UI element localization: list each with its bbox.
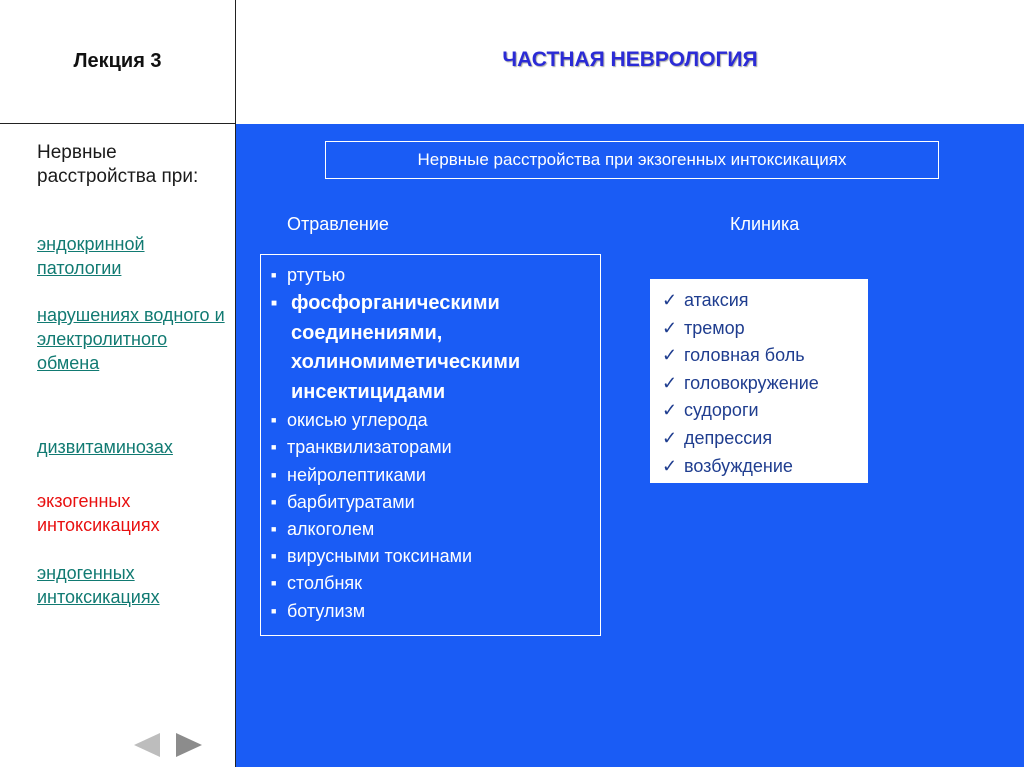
clinic-item-text: судороги xyxy=(684,400,759,421)
poisoning-item xyxy=(271,598,596,625)
lecture-label: Лекция 3 xyxy=(73,50,162,72)
content-area xyxy=(236,124,1024,767)
square-bullet-icon: ■ xyxy=(271,469,277,480)
poisoning-item xyxy=(271,407,596,434)
clinic-item xyxy=(662,397,868,425)
sidebar xyxy=(0,124,236,767)
clinic-item-text: головокружение xyxy=(684,372,819,393)
clinic-item xyxy=(662,287,868,315)
sidebar-link-dysvitaminosis[interactable]: дизвитаминозах xyxy=(37,437,173,457)
poisoning-item xyxy=(271,489,596,516)
slide-navigation xyxy=(133,732,203,758)
page-title: ЧАСТНАЯ НЕВРОЛОГИЯ xyxy=(502,48,758,71)
sidebar-link-water-electrolyte[interactable]: нарушениях водного и электролитного обмена xyxy=(37,305,225,373)
poisoning-item-text: вирусными токсинами xyxy=(287,546,473,567)
checkmark-icon: ✓ xyxy=(662,427,678,448)
checkmark-icon: ✓ xyxy=(662,400,678,421)
poisoning-item-text: нейролептиками xyxy=(287,464,426,485)
clinic-item xyxy=(662,315,868,343)
section-title: Нервные расстройства при экзогенных интоксикациях xyxy=(417,150,847,169)
square-bullet-icon: ■ xyxy=(271,442,277,453)
header-title-cell xyxy=(236,0,1024,124)
sidebar-heading: Нервные расстройства при: xyxy=(37,142,199,187)
checkmark-icon: ✓ xyxy=(662,317,678,338)
checkmark-icon: ✓ xyxy=(662,372,678,393)
square-bullet-icon: ■ xyxy=(271,298,278,310)
square-bullet-icon: ■ xyxy=(271,270,277,280)
square-bullet-icon: ■ xyxy=(271,415,277,426)
poisoning-item xyxy=(271,289,596,407)
prev-arrow-icon[interactable] xyxy=(133,732,161,758)
checkmark-icon: ✓ xyxy=(662,290,678,310)
clinic-item-text: тремор xyxy=(684,317,745,338)
clinic-heading: Клиника xyxy=(730,214,800,234)
square-bullet-icon: ■ xyxy=(271,496,277,507)
poisoning-item-text: окисью углерода xyxy=(287,410,428,431)
poisoning-item-text: ртутью xyxy=(287,265,346,285)
square-bullet-icon: ■ xyxy=(271,551,277,562)
checkmark-icon: ✓ xyxy=(662,455,678,476)
clinic-item xyxy=(662,370,868,398)
poisoning-item xyxy=(271,543,596,570)
clinic-item-text: возбуждение xyxy=(684,455,793,476)
poisoning-item xyxy=(271,462,596,489)
poisoning-item xyxy=(271,570,596,597)
square-bullet-icon: ■ xyxy=(271,578,277,589)
poisoning-list xyxy=(260,254,601,636)
clinic-item xyxy=(662,453,868,481)
clinic-list xyxy=(650,279,868,483)
clinic-item-text: атаксия xyxy=(684,290,749,310)
clinic-item-text: депрессия xyxy=(684,427,773,448)
sidebar-link-exogenous[interactable]: экзогенных интоксикациях xyxy=(37,491,160,535)
square-bullet-icon: ■ xyxy=(271,524,277,535)
square-bullet-icon: ■ xyxy=(271,605,277,616)
poisoning-item-text: столбняк xyxy=(287,573,363,594)
poisoning-item-text: барбитуратами xyxy=(287,491,415,512)
poisoning-item-text: ботулизм xyxy=(287,600,366,621)
section-title-box xyxy=(325,141,939,179)
poisoning-item xyxy=(271,434,596,461)
poisoning-heading: Отравление xyxy=(287,214,389,234)
poisoning-item-text: фосфорганическими соединениями, холиномиметическими инсектицидами xyxy=(291,292,521,403)
header-lecture-cell xyxy=(0,0,236,124)
sidebar-link-endogenous[interactable]: эндогенных интоксикациях xyxy=(37,563,160,607)
poisoning-item-text: транквилизаторами xyxy=(287,437,452,458)
poisoning-item xyxy=(271,262,596,289)
clinic-item-text: головная боль xyxy=(684,345,805,366)
next-arrow-icon[interactable] xyxy=(175,732,203,758)
sidebar-link-endocrine[interactable]: эндокринной патологии xyxy=(37,234,145,278)
clinic-item xyxy=(662,342,868,370)
clinic-item xyxy=(662,425,868,453)
poisoning-item xyxy=(271,516,596,543)
poisoning-item-text: алкоголем xyxy=(287,519,375,540)
checkmark-icon: ✓ xyxy=(662,345,678,366)
